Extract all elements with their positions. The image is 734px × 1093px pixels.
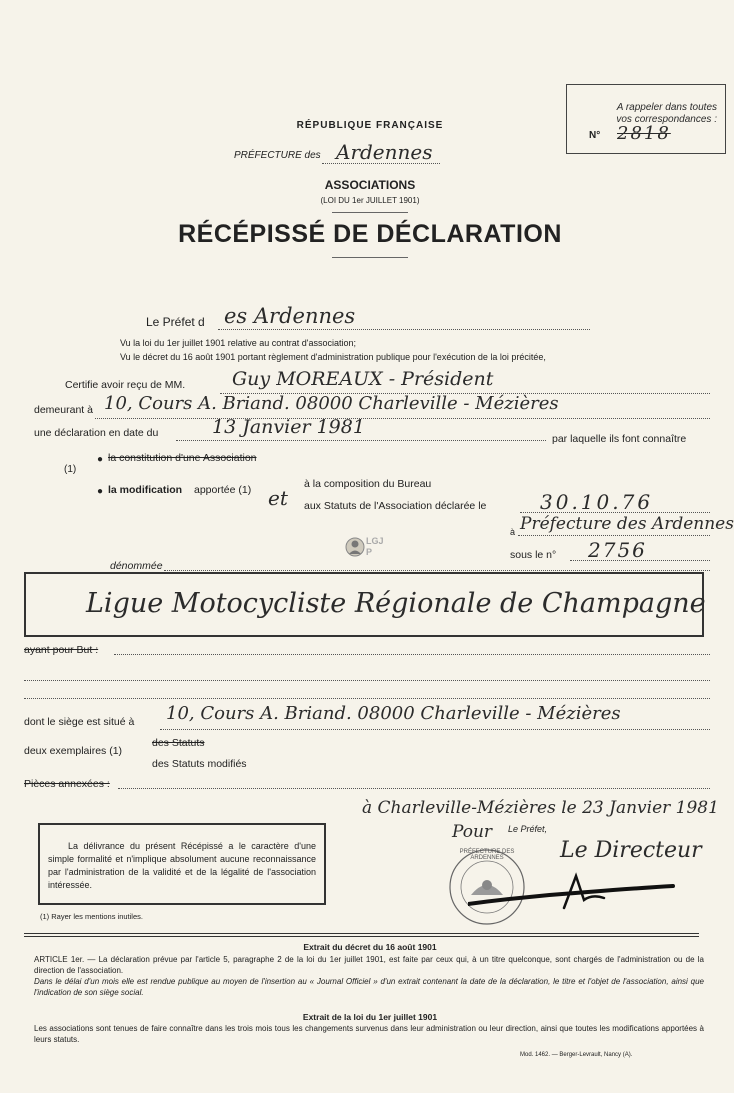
exemplaires-statuts: des Statuts	[152, 737, 205, 749]
printer-mark: Mod. 1462. — Berger-Levrault, Nancy (A).	[520, 1052, 633, 1058]
modification-option: la modification	[108, 484, 183, 496]
notice-box	[38, 823, 326, 905]
demeurant-dotted-line	[95, 418, 710, 419]
sous-le-label: sous le n°	[510, 549, 557, 561]
reference-no-value: 2818	[617, 123, 671, 144]
extrait-decret-p2: Dans le délai d'un mois elle est rendue publique au moyen de l'insertion au « Journal Officiel » d'un extrait contenant la date de la déclaration, le titre et l'objet de l'association, ainsi que l'indication de son siège social.	[34, 977, 704, 997]
prefet-label: Le Préfet d	[146, 315, 205, 329]
heading-rule-bottom	[332, 257, 408, 258]
note-ref: (1)	[64, 464, 77, 475]
reference-line-2: vos correspondances :	[616, 114, 717, 125]
prefecture-dotted-line-2	[518, 535, 710, 536]
prefet-dotted-line	[218, 329, 590, 330]
demeurant-label: demeurant à	[34, 404, 93, 416]
prefecture-label: PRÉFECTURE des	[234, 150, 321, 161]
denommee-value: Ligue Motocycliste Régionale de Champagne	[86, 588, 706, 619]
constitution-option: la constitution d'une Association	[108, 452, 257, 464]
signature-scribble	[468, 858, 678, 918]
prefecture-value: Ardennes	[336, 140, 433, 164]
vu-loi: Vu la loi du 1er juillet 1901 relative au contrat d'association;	[120, 338, 357, 348]
signature-place-date: à Charleville-Mézières le 23 Janvier 1981	[362, 798, 719, 818]
footer-rule-2	[24, 936, 699, 937]
but-line-2	[24, 680, 710, 681]
but-dotted-line	[114, 654, 710, 655]
date-label: une déclaration en date du	[34, 427, 159, 439]
lgjp-stamp-icon	[345, 532, 389, 562]
denommee-dotted-line	[164, 570, 710, 571]
footer-rule-1	[24, 933, 699, 934]
extrait-loi-p1: Les associations sont tenues de faire connaître dans les trois mois tous les changements survenus dans leur administration ou leur direction, ainsi que toutes les modifications apportées à leurs statuts.	[34, 1024, 704, 1044]
vu-decret: Vu le décret du 16 août 1901 portant règlement d'administration publique pour l'exécution de la loi précitée,	[120, 352, 546, 362]
loi-heading: (LOI DU 1er JUILLET 1901)	[320, 196, 420, 205]
extrait-decret-p1: ARTICLE 1er. — La déclaration prévue par l'article 5, paragraphe 2 de la loi du 1er juillet 1901, est faite par ceux qui, à un titre quelconque, sont chargés de l'administration ou de la direction de l'association.	[34, 955, 704, 975]
signature-le-prefet: Le Préfet,	[508, 824, 548, 834]
heading-rule-top	[332, 212, 408, 213]
prefet-value: es Ardennes	[224, 304, 356, 328]
statuts-dotted-line	[520, 512, 710, 513]
denommee-label: dénommée	[110, 560, 163, 572]
sous-le-value: 2756	[588, 538, 647, 562]
prefecture-handwritten: Préfecture des Ardennes	[520, 514, 734, 534]
but-line-3	[24, 698, 710, 699]
bullet-dot-1: ●	[97, 454, 104, 465]
bureau-option: à la composition du Bureau	[304, 478, 432, 490]
republique-heading: RÉPUBLIQUE FRANÇAISE	[296, 120, 444, 131]
exemplaires-statuts-modifies: des Statuts modifiés	[152, 758, 247, 770]
but-label: ayant pour But :	[24, 644, 99, 656]
certifie-label: Certifie avoir reçu de MM.	[65, 379, 186, 391]
footnote: (1) Rayer les mentions inutiles.	[40, 912, 143, 921]
certifie-value: Guy MOREAUX - Président	[232, 368, 494, 390]
signature-pour: Pour	[452, 822, 493, 842]
extrait-loi-title: Extrait de la loi du 1er juillet 1901	[302, 1012, 438, 1022]
demeurant-value: 10, Cours A. Briand. 08000 Charleville - Mézières	[104, 393, 559, 414]
lgjp-stamp-text: LGJP	[366, 536, 384, 557]
exemplaires-label: deux exemplaires (1)	[24, 745, 123, 757]
reference-line-1: A rappeler dans toutes	[616, 102, 717, 113]
associations-heading: ASSOCIATIONS	[324, 178, 416, 192]
pieces-label: Pièces annexées :	[24, 778, 110, 790]
pieces-dotted-line	[118, 788, 710, 789]
prefecture-prefix: à	[510, 527, 516, 537]
et-handwritten: et	[268, 486, 288, 510]
document-title: RÉCÉPISSÉ DE DÉCLARATION	[178, 220, 562, 248]
sous-le-dotted-line	[570, 560, 710, 561]
par-laquelle: par laquelle ils font connaître	[552, 433, 687, 445]
reference-box	[566, 84, 726, 154]
bullet-dot-2: ●	[97, 486, 104, 497]
reference-no-label: N°	[589, 130, 601, 141]
denommee-box	[24, 572, 704, 637]
modification-rest: apportée (1)	[194, 484, 252, 496]
signature-directeur: Le Directeur	[560, 838, 702, 863]
siege-label: dont le siège est situé à	[24, 716, 135, 728]
seal-text: PRÉFECTURE DES ARDENNES	[459, 849, 515, 861]
prefecture-dotted-line	[322, 163, 440, 164]
date-dotted-line	[176, 440, 546, 441]
notice-text: La délivrance du présent Récépissé a le caractère d'une simple formalité et n'implique absolument aucune reconnaissance par l'administration de la validité et de la légalité de l'association intéressée.	[48, 841, 316, 890]
statuts-option: aux Statuts de l'Association déclarée le	[304, 500, 487, 512]
date-value: 13 Janvier 1981	[212, 416, 365, 438]
siege-value: 10, Cours A. Briand. 08000 Charleville - Mézières	[166, 703, 621, 724]
extrait-decret-title: Extrait du décret du 16 août 1901	[303, 942, 437, 952]
statuts-date: 30.10.76	[540, 490, 654, 514]
siege-dotted-line	[160, 729, 710, 730]
